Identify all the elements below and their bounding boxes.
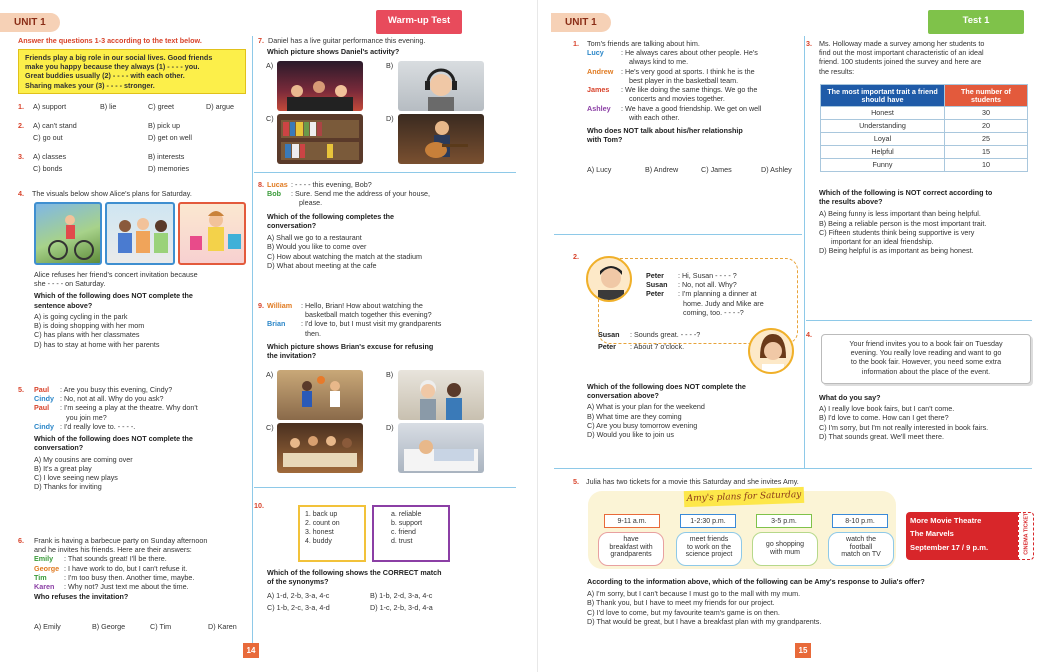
q-stem: and he invites his friends. Here are their answers: [34, 545, 192, 555]
option-a[interactable]: A) My cousins are coming over [34, 454, 133, 464]
cell: 15 [945, 146, 1028, 159]
option-d[interactable]: D) Would you like to join us [587, 430, 674, 440]
q-ask: conversation above? [587, 391, 659, 401]
q-stem: friend. 100 students joined the survey and here are [819, 57, 982, 67]
option-a[interactable]: A) is going cycling in the park [34, 311, 128, 321]
q-ask: Which of the following does NOT complete the [587, 382, 746, 391]
plan-card [598, 532, 664, 566]
plan-text: match on TV [841, 551, 881, 559]
instructions: Answer the questions 1-3 according to the text below. [18, 36, 202, 45]
option-c[interactable]: C) Fifteen students think being supportive is very [819, 227, 975, 237]
plan-text: have [623, 536, 639, 543]
q2-options [587, 382, 802, 439]
question-10 [254, 501, 264, 510]
q-number: 1. [18, 102, 24, 111]
option-c[interactable]: C) has plans with her classmates [34, 330, 140, 340]
speaker: Peter [598, 342, 616, 352]
ticket-stub [1018, 512, 1034, 560]
line: : Are you busy this evening, Cindy? [60, 385, 173, 394]
option-c-cont: important for an ideal friendship. [831, 237, 934, 247]
option-c[interactable]: C) 1-b, 2-c, 3-a, 4-d [267, 603, 330, 612]
girl-icon [750, 330, 794, 374]
q-number: 5. [18, 385, 24, 394]
shopping-photo [178, 202, 246, 265]
word: b. support [391, 520, 423, 528]
situation-box [821, 334, 1031, 384]
q-number: 9. [258, 301, 264, 310]
line: basketball match together this evening? [305, 310, 432, 320]
q-ask: conversation? [267, 220, 317, 230]
q-number: 3. [806, 39, 812, 48]
question-1 [573, 39, 801, 174]
option-c[interactable]: C) bonds [33, 164, 63, 173]
option-a[interactable]: A) 1-d, 2-b, 3-a, 4-c [267, 591, 330, 600]
q-stem: Ms. Holloway made a survey among her students to [819, 39, 985, 48]
q-number: 4. [18, 189, 24, 198]
plan-text: science project [685, 551, 733, 559]
line: : We have a good friendship. We get on well [621, 103, 762, 113]
text-line: Your friend invites you to a book fair on Tuesday [849, 339, 1003, 348]
line: : Hello, Brian! How about watching the [301, 301, 423, 310]
line: : No, not all. Why? [678, 280, 737, 290]
line: : He's very good at sports. I think he is the [621, 66, 755, 76]
line: : About 7 o'clock. [630, 342, 685, 352]
q-ask: Who refuses the invitation? [34, 592, 129, 602]
table-row [821, 120, 1028, 133]
question-8 [258, 180, 516, 270]
speaker: Peter [646, 271, 664, 280]
cell: 10 [945, 159, 1028, 172]
option-a[interactable]: A) What is your plan for the weekend [587, 402, 705, 412]
plan-text: football [849, 543, 873, 551]
plan-text: breakfast with [609, 543, 653, 551]
question-1 [18, 102, 248, 111]
q-number: 3. [18, 152, 24, 161]
option-c[interactable]: C) I'd love to come, but my favourite team's game is on then. [587, 607, 780, 617]
warmup-banner: Warm-up Test [376, 10, 462, 34]
option-b[interactable]: B) Would you like to come over [267, 242, 367, 252]
question-5 [18, 385, 250, 491]
q-ask: What do you say? [819, 393, 881, 402]
option-d[interactable]: D) Being helpful is as important as being honest. [819, 246, 974, 256]
option-c[interactable]: C) How about watching the match at the stadium [267, 251, 423, 261]
cycling-photo [34, 202, 102, 265]
q4-options [819, 393, 1039, 441]
option-b[interactable]: B) 1-b, 2-d, 3-a, 4-c [370, 591, 433, 600]
q-stem: The visuals below show Alice's plans for Saturday. [32, 189, 192, 198]
plan-text: grandparents [610, 551, 652, 559]
plan-card [828, 532, 894, 566]
q-ask: Which picture shows Brian's excuse for refusing [267, 341, 434, 351]
option-a[interactable]: A) support [33, 102, 67, 111]
option-d[interactable]: D) Thanks for inviting [34, 482, 102, 492]
text-line: Alice refuses her friend's concert invitation because [34, 270, 198, 279]
books-photo[interactable] [277, 114, 363, 164]
divider [254, 172, 516, 173]
q-number: 1. [573, 39, 579, 48]
option-c[interactable]: C) James [701, 165, 732, 174]
option-c[interactable]: C) I love seeing new plays [34, 472, 118, 482]
word: 1. back up [305, 511, 338, 518]
option-a[interactable]: A) I'm sorry, but I can't because I must go to the mall with my mum. [587, 589, 801, 599]
line: : I'd love to, but I must visit my grandparents [301, 319, 442, 329]
option-d[interactable]: D) memories [148, 164, 190, 173]
option-b[interactable]: B) George [92, 622, 126, 631]
left-page [0, 0, 520, 672]
option-d[interactable]: D) 1-c, 2-b, 3-d, 4-a [370, 603, 433, 612]
question-9 [258, 301, 516, 360]
line: please. [299, 198, 323, 208]
divider [254, 487, 516, 488]
q10-ask [267, 568, 517, 586]
text-line: to the book fair. However, you need some extra [850, 357, 1002, 367]
unit-label: UNIT 1 [551, 13, 611, 32]
option-d[interactable]: D) Ashley [761, 165, 792, 174]
label-a: A) [266, 370, 274, 379]
speaker: Ashley [587, 103, 611, 113]
shopping-bags-icon [180, 204, 246, 265]
q-stem: Frank is having a barbecue party on Sunday afternoon [34, 536, 208, 545]
speaker: Paul [34, 403, 50, 413]
option-c[interactable]: C) go out [33, 133, 63, 142]
text-line: make you happy because they always (1) - - - - you. [25, 62, 200, 72]
q-number: 10. [254, 501, 264, 510]
q-ask: Who does NOT talk about his/her relationship [587, 125, 743, 135]
speaker: Bob [267, 189, 281, 199]
q-ask: According to the information above, which of the following can be Amy's response to Julia's offer? [587, 577, 925, 586]
line: : I have work to do, but I can't refuse it. [64, 563, 188, 573]
option-a[interactable]: A) Emily [34, 622, 61, 631]
question-2 [18, 121, 248, 142]
column-divider [804, 36, 805, 468]
question-5 [573, 477, 1033, 486]
q-ask: Which of the following does NOT complete the [34, 434, 193, 444]
right-page [537, 0, 1053, 672]
question-3 [806, 39, 1032, 76]
speaker: Cindy [34, 394, 54, 404]
page-number: 14 [243, 643, 259, 658]
q-ask: the invitation? [267, 351, 317, 361]
cell: Honest [821, 107, 945, 120]
q3-options [819, 188, 1039, 256]
label-c: C) [266, 114, 274, 123]
q-ask: Which of the following shows the CORRECT match [267, 568, 442, 577]
time-label: 8-10 p.m. [832, 514, 888, 528]
q-ask: Which of the following does NOT complete the [34, 291, 193, 301]
speaker: James [587, 85, 610, 95]
label-b: B) [386, 61, 394, 70]
word: c. friend [391, 529, 416, 537]
plans-title: Amy's plans for Saturday [684, 487, 804, 507]
line: : We like doing the same things. We go the [621, 85, 758, 95]
cell: Funny [821, 159, 945, 172]
line: : No, not at all. Why do you ask? [60, 394, 164, 404]
option-c[interactable]: C) I'm sorry, but I'm not really interested in book fairs. [819, 422, 989, 432]
option-d[interactable]: D) That would be great, but I have a breakfast plan with my grandparents. [587, 616, 822, 626]
option-d[interactable]: D) has to stay at home with her parents [34, 339, 160, 349]
speaker: Paul [34, 385, 50, 394]
option-d[interactable]: D) What about meeting at the cafe [267, 260, 377, 270]
cinema-ticket [906, 512, 1034, 560]
line: best player in the basketball team. [629, 75, 739, 85]
ticket-date: September 17 / 9 p.m. [910, 543, 989, 552]
label-a: A) [266, 61, 274, 70]
line: : I'm seeing a play at the theatre. Why don't [60, 403, 198, 413]
line: : He always cares about other people. He's [621, 48, 758, 58]
basketball-photo[interactable] [277, 370, 363, 420]
option-b[interactable]: B) Thank you, but I have to meet my friends for our project. [587, 598, 775, 608]
label-b: B) [386, 370, 394, 379]
q-stem: find out the most important characteristic of an ideal [819, 48, 984, 58]
option-c[interactable]: C) greet [148, 102, 174, 111]
cell: Understanding [821, 120, 945, 133]
time-label: 3-5 p.m. [756, 514, 812, 528]
line: : I'm planning a dinner at [678, 289, 757, 299]
q-ask: with Tom? [587, 135, 623, 145]
classmates-photo [105, 202, 175, 265]
line: : - - - - this evening, Bob? [291, 180, 372, 189]
survey-table [820, 84, 1028, 172]
text-line: she - - - - on Saturday. [34, 279, 106, 289]
option-a[interactable]: A) classes [33, 152, 67, 161]
speaker: Lucy [587, 48, 604, 58]
speaker: Lucas [267, 180, 288, 189]
divider [554, 468, 1032, 469]
dinner-photo[interactable] [277, 423, 363, 473]
speaker: Peter [646, 289, 664, 299]
option-a[interactable]: A) can't stand [33, 121, 77, 130]
plan-text: to work on the [687, 543, 731, 551]
students-icon [107, 204, 175, 265]
word: 3. honest [305, 529, 334, 537]
speaker: Cindy [34, 421, 54, 431]
question-6 [18, 536, 250, 631]
q-ask: of the synonyms? [267, 577, 329, 587]
q-ask: Which of the following completes the [267, 211, 394, 221]
text-line: evening. You really love reading and want to go [850, 348, 1002, 358]
table-header: The most important trait a friend should have [821, 85, 945, 107]
peter-avatar [586, 256, 632, 302]
guitar-photo[interactable] [398, 114, 484, 164]
label-d: D) [386, 423, 394, 432]
q-ask: sentence above? [34, 300, 93, 310]
option-d[interactable]: D) argue [206, 102, 234, 111]
time-label: 1-2:30 p.m. [680, 514, 736, 528]
q-stem: Tom's friends are talking about him. [587, 39, 700, 48]
q-stem: Daniel has a live guitar performance this evening. [268, 36, 426, 45]
unit-label: UNIT 1 [0, 13, 60, 32]
text-line: Great buddies usually (2) - - - - with each other. [25, 71, 185, 81]
speaker: Susan [646, 280, 668, 290]
option-c[interactable]: C) Are you busy tomorrow evening [587, 420, 698, 430]
column-divider [252, 36, 253, 646]
q-stem: the results: [819, 66, 855, 76]
table-row [821, 107, 1028, 120]
option-b[interactable]: B) It's a great play [34, 463, 92, 473]
grandparents-photo[interactable] [398, 370, 484, 420]
text-line: Sharing makes your (3) - - - - stronger. [25, 80, 155, 90]
speaker: Emily [34, 554, 54, 564]
option-b[interactable]: B) Being a reliable person is the most important trait. [819, 218, 987, 228]
cell: Helpful [821, 146, 945, 159]
q2-dialogue-end [598, 330, 748, 351]
ticket-stub-text: CINEMA TICKET [1023, 512, 1030, 555]
option-d[interactable]: D) get on well [148, 133, 192, 142]
q5-options [587, 577, 1042, 626]
cell: 25 [945, 133, 1028, 146]
text-line: information about the place of the event. [861, 366, 991, 376]
q-number: 2. [573, 252, 579, 261]
line: coming, too. - - - -? [683, 307, 744, 317]
plan-text: watch the [846, 536, 876, 543]
option-b[interactable]: B) What time are they coming [587, 411, 682, 421]
word: 2. count on [305, 520, 340, 528]
line: with each other. [629, 112, 680, 122]
q-number: 4. [806, 330, 812, 339]
q-ask: the results above? [819, 197, 883, 207]
q2-dialogue [646, 271, 796, 317]
line: always kind to me. [629, 57, 689, 67]
words-box [298, 505, 366, 562]
q-ask: Which picture shows Daniel's activity? [267, 47, 400, 57]
text-line: Friends play a big role in our social lives. Good friends [25, 53, 213, 62]
headphones-photo[interactable] [398, 61, 484, 111]
divider [806, 320, 1032, 321]
cell: 20 [945, 120, 1028, 133]
speaker: Andrew [587, 66, 614, 76]
synonyms-box [372, 505, 450, 562]
q-number: 6. [18, 536, 24, 545]
q-number: 2. [18, 121, 24, 130]
plan-card [752, 532, 818, 566]
plan-text: meet friends [689, 536, 729, 543]
option-c[interactable]: C) Tim [150, 622, 172, 631]
time-label: 9-11 a.m. [604, 514, 660, 528]
option-b[interactable]: B) pick up [148, 121, 180, 130]
q-ask: conversation? [34, 443, 84, 453]
option-b[interactable]: B) Andrew [645, 165, 679, 174]
line: : Sure. Send me the address of your house, [291, 189, 431, 199]
line: you join me? [66, 412, 107, 422]
table-row [821, 159, 1028, 172]
word: d. trust [391, 538, 413, 546]
q-number: 5. [573, 477, 579, 486]
ticket-movie: The Marvels [910, 529, 954, 538]
speaker: William [267, 301, 293, 310]
word: 4. buddy [305, 538, 332, 546]
q4-text [34, 270, 250, 349]
q-number: 8. [258, 180, 264, 189]
table-header: The number of students [945, 85, 1028, 107]
line: then. [305, 328, 321, 338]
q-number: 7. [258, 36, 264, 45]
option-a[interactable]: A) Being funny is less important than being helpful. [819, 209, 981, 219]
line: : Why not? Just text me about the time. [64, 582, 189, 592]
line: concerts and movies together. [629, 94, 725, 104]
cell: Loyal [821, 133, 945, 146]
option-d[interactable]: D) That sounds great. We'll meet there. [819, 431, 944, 441]
divider [554, 234, 802, 235]
question-3 [18, 152, 248, 173]
option-d[interactable]: D) Karen [208, 622, 237, 631]
table-row [821, 146, 1028, 159]
line: : I'm too busy then. Another time, maybe. [64, 572, 195, 582]
speaker: George [34, 563, 60, 573]
line: home. Judy and Mike are [683, 298, 764, 308]
line: : Sounds great. - - - -? [630, 330, 701, 339]
q-stem: Julia has two tickets for a movie this Saturday and she invites Amy. [586, 477, 799, 486]
plan-card [676, 532, 742, 566]
line: : I'd really love to. - - - -. [60, 421, 136, 431]
speaker: Karen [34, 582, 55, 592]
line: : Hi, Susan - - - - ? [678, 271, 737, 280]
speaker: Tim [34, 572, 47, 582]
label-c: C) [266, 423, 274, 432]
sleeping-photo[interactable] [398, 423, 484, 473]
option-a[interactable]: A) Shall we go to a restaurant [267, 233, 362, 243]
speaker: Brian [267, 319, 286, 329]
reading-text-box [18, 49, 246, 94]
option-b[interactable]: B) lie [100, 102, 117, 111]
ticket-venue: More Movie Theatre [910, 516, 982, 525]
concert-photo[interactable] [277, 61, 363, 111]
plan-text: go shopping [765, 541, 805, 548]
option-b[interactable]: B) interests [148, 152, 185, 161]
option-b[interactable]: B) is doing shopping with her mom [34, 321, 145, 331]
option-a[interactable]: A) I really love book fairs, but I can't come. [819, 404, 955, 414]
q-ask: Which of the following is NOT correct according to [819, 188, 993, 197]
question-7 [258, 36, 516, 56]
label-d: D) [386, 114, 394, 123]
question-4 [18, 189, 250, 198]
plan-text: with mum [770, 548, 800, 556]
susan-avatar [748, 328, 794, 374]
page-number: 15 [795, 643, 811, 658]
speaker: Susan [598, 330, 620, 339]
word: a. reliable [391, 511, 422, 518]
table-row [821, 133, 1028, 146]
test-banner: Test 1 [928, 10, 1024, 34]
cyclist-icon [36, 204, 102, 265]
option-a[interactable]: A) Lucy [587, 165, 612, 174]
option-b[interactable]: B) I'd love to come. How can I get there? [819, 413, 949, 423]
line: : That sounds great! I'll be there. [64, 554, 167, 564]
cell: 30 [945, 107, 1028, 120]
